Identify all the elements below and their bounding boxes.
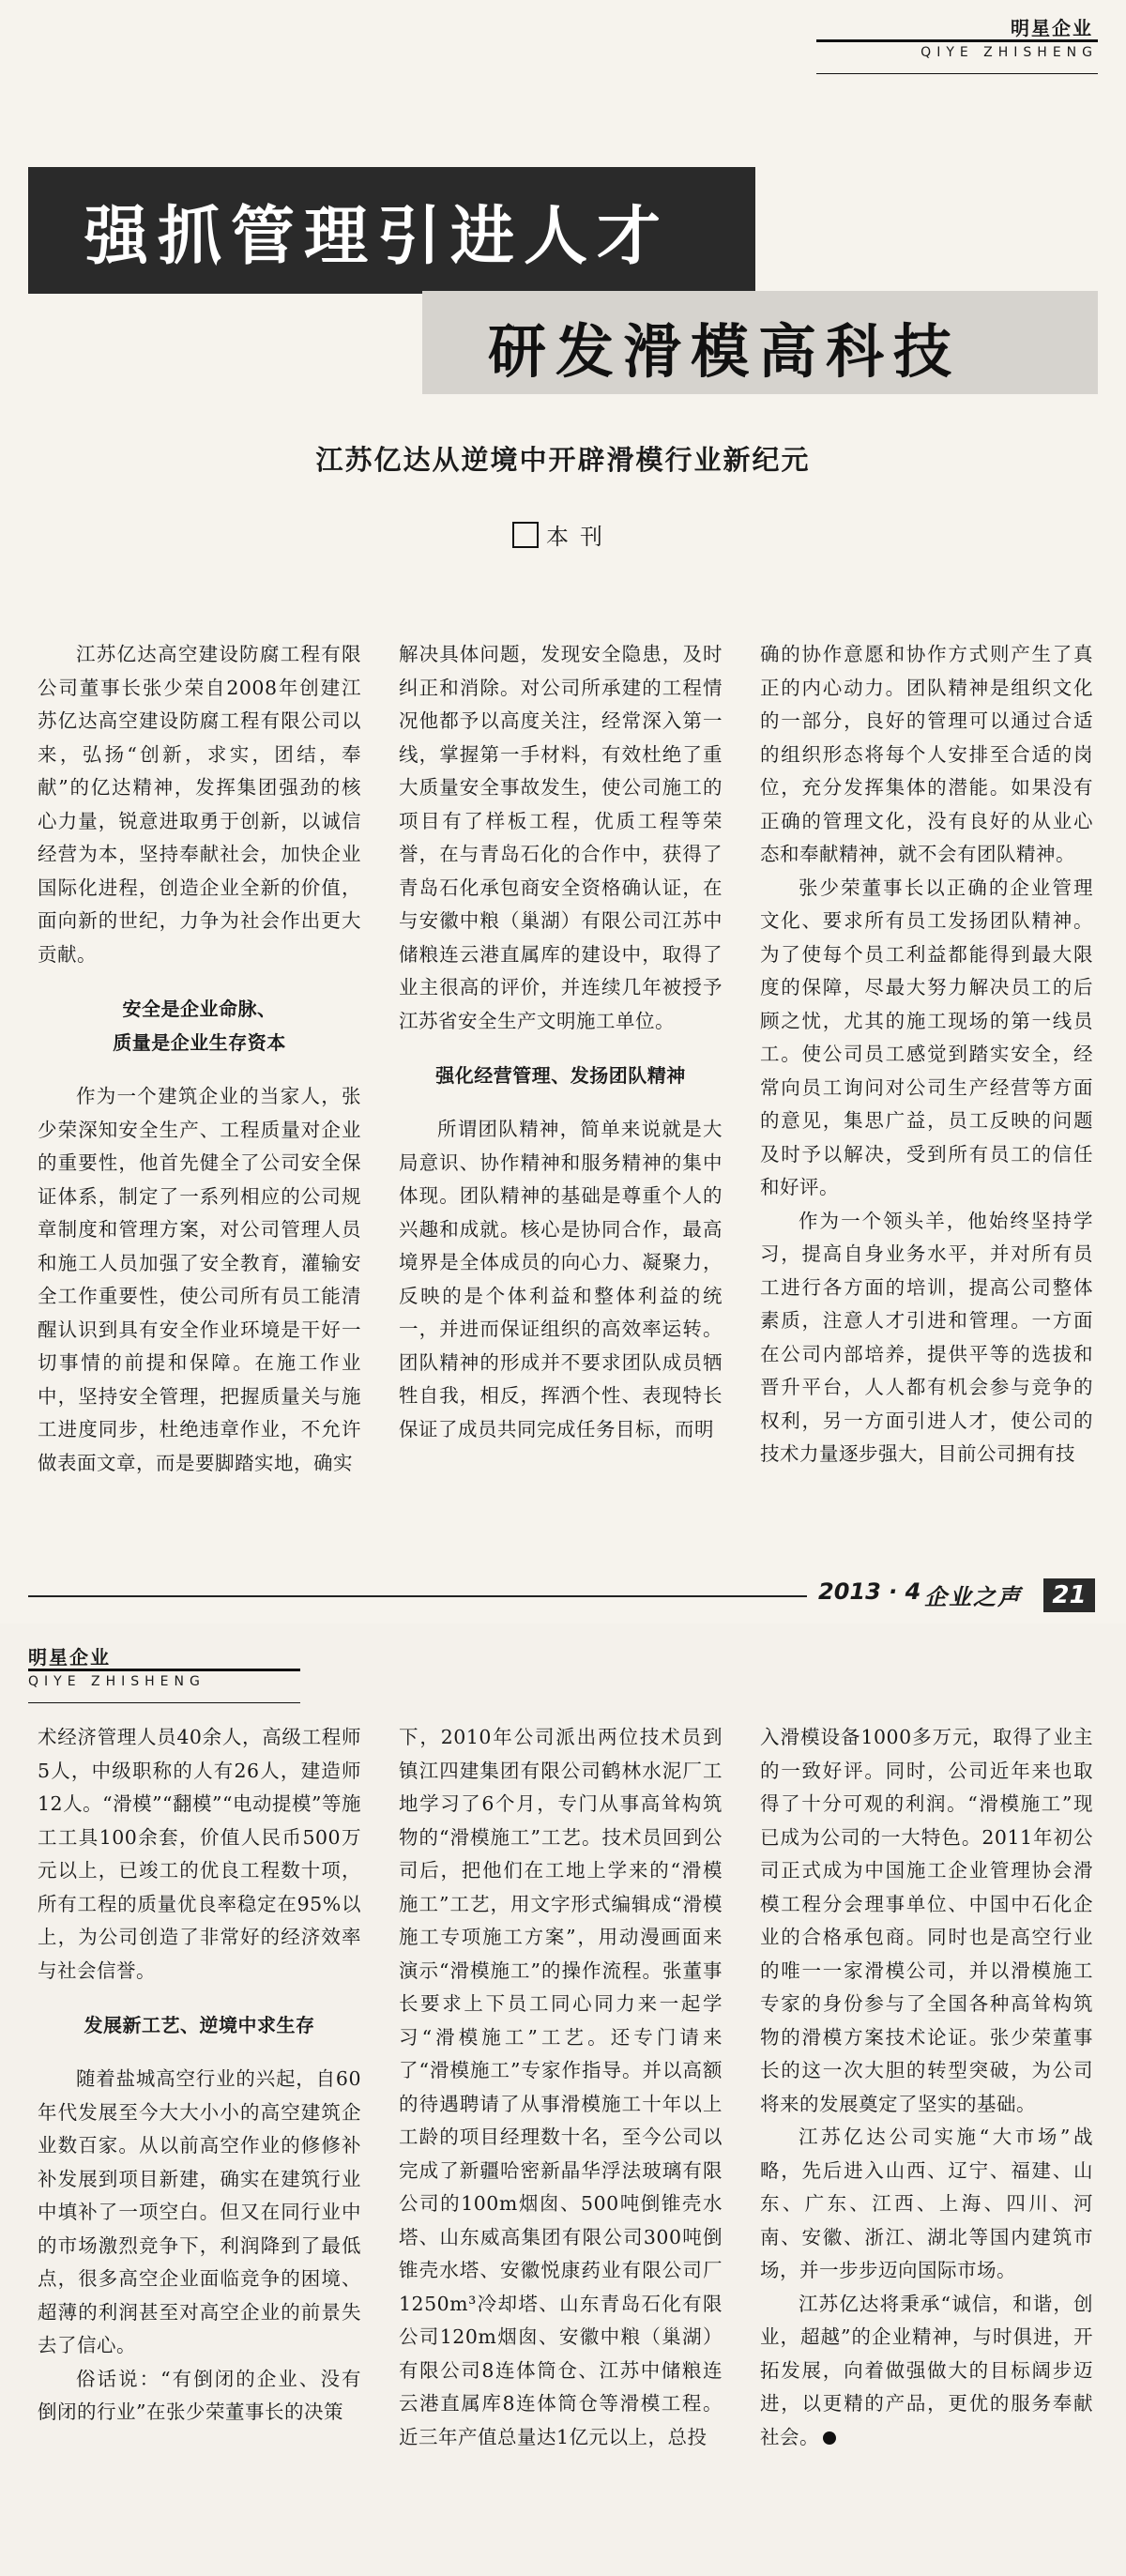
paragraph: 解决具体问题，发现安全隐患，及时纠正和消除。对公司所承建的工程情况他都予以高度关注，经常深入第一线，掌握第一手材料，有效杜绝了重大质量安全事故发生，使公司施工的项目有了样板工程，优质工程等荣誉，在与青岛石化的合作中，获得了青岛石化承包商安全资格确认证，在与安徽中粮（巢湖）有限公司江苏中储粮连云港直属库的建设中，取得了业主很高的评价，并连续几年被授予江苏省安全生产文明施工单位。 [399,643,723,1032]
header-pinyin: QIYE ZHISHENG [28,1674,205,1689]
magazine-page-22 [0,1623,1126,2576]
paragraph: 俗话说：“有倒闭的企业、没有倒闭的行业”在张少荣董事长的决策 [38,2367,361,2423]
section-heading: 强化经营管理、发扬团队精神 [435,1064,686,1087]
heading-line: 安全是企业命脉、 [122,998,277,1020]
byline-text: 本刊 [546,524,614,550]
headline-secondary: 研发滑模高科技 [488,317,962,386]
paragraph: 江苏亿达高空建设防腐工程有限公司董事长张少荣自2008年创建江苏亿达高空建设防腐工程有限公司以来，弘扬“创新，求实，团结，奉献”的亿达精神，发挥集团强劲的核心力量，锐意进取勇于创新，以诚信经营为本，坚持奉献社会，加快企业国际化进程，创造企业全新的价值，面向新的世纪，力争为社会作出更大贡献。 [38,643,361,966]
header-magazine-name: 明星企业 [1011,17,1093,39]
header-rule [28,1669,300,1671]
header-pinyin-wrap [826,45,1098,60]
article-end-icon [823,2431,836,2445]
header-pinyin-wrap [28,1674,310,1689]
paragraph: 所谓团队精神，简单来说就是大局意识、协作精神和服务精神的集中体现。团队精神的基础是尊重个人的兴趣和成就。核心是协同合作，最高境界是全体成员的向心力、凝聚力，反映的是个体利益和整体利益的统一，并进而保证组织的高效率运转。团队精神的形成并不要求团队成员牺牲自我，相反，挥洒个性、表现特长保证了成员共同完成任务目标，而明 [399,1118,723,1440]
header-rule-thin [28,1702,300,1703]
heading-line: 质量是企业生存资本 [113,1031,286,1054]
page-footer [28,1578,1103,1616]
headline-main: 强抓管理引进人才 [84,199,671,274]
paragraph: 作为一个领头羊，他始终坚持学习，提高自身业务水平，并对所有员工进行各方面的培训，提高公司整体素质，注意人才引进和管理。一方面在公司内部培养，提供平等的选拔和晋升平台，人人都有机会参与竞争的权利，另一方面引进人才，使公司的技术力量逐步强大，目前公司拥有技 [760,1209,1093,1465]
header-rule-thin [816,73,1098,74]
section-heading: 发展新工艺、逆境中求生存 [84,2014,315,2036]
article-column-6 [760,1721,1093,2454]
paragraph: 下，2010年公司派出两位技术员到镇江四建集团有限公司鹤林水泥厂工地学习了6个月，专门从事高耸构筑物的“滑模施工”工艺。技术员回到公司后，把他们在工地上学来的“滑模施工”工艺，用文字形式编辑成“滑模施工专项施工方案”，用动漫画面来演示“滑模施工”的操作流程。张董事长要求上下员工同心同力来一起学习“滑模施工”工艺。还专门请来了“滑模施工”专家作指导。并以高额的待遇聘请了从事滑模施工十年以上工龄的项目经理数十名，至今公司以完成了新疆哈密新晶华浮法玻璃有限公司的100m烟囱、500吨倒锥壳水塔、山东威高集团有限公司300吨倒锥壳水塔、安徽悦康药业有限公司厂1250m³冷却塔、山东青岛石化有限公司120m烟囱、安徽中粮（巢湖）有限公司8连体筒仓、江苏中储粮连云港直属库8连体筒仓等滑模工程。近三年产值总量达1亿元以上，总投 [399,1726,723,2448]
section-heading [38,992,361,1059]
header-magazine-name: 明星企业 [28,1646,111,1669]
paragraph [760,2288,1093,2455]
headline-secondary-banner [422,291,1098,394]
article-subheadline: 江苏亿达从逆境中开辟滑模行业新纪元 [315,444,811,476]
header-rule [816,39,1098,42]
footer-rule [28,1595,807,1597]
paragraph-text: 江苏亿达将秉承“诚信，和谐，创业，超越”的企业精神，与时俱进，开拓发展，向着做强做大的目标阔步迈进，以更精的产品，更优的服务奉献社会。 [760,2292,1093,2448]
byline-box-icon [512,522,539,548]
page-header [859,13,1103,40]
paragraph: 张少荣董事长以正确的企业管理文化、要求所有员工发扬团队精神。为了使每个员工利益都能得到最大限度的保障，尽最大努力解决员工的后顾之忧，尤其的施工现场的第一线员工。使公司员工感觉到踏实安全，经常向员工询问对公司生产经营等方面的意见，集思广益，员工反映的问题及时予以解决，受到所有员工的信任和好评。 [760,876,1093,1198]
article-column-4 [38,1721,361,2430]
article-column-3 [760,638,1093,1471]
headline-main-banner [28,167,755,294]
article-column-1 [38,638,361,1480]
footer-issue: 2013 · 4 [818,1578,921,1605]
footer-magazine-logo: 企业之声 [924,1583,1022,1610]
paragraph: 随着盐城高空行业的兴起，自60年代发展至今大大小小的高空建筑企业数百家。从以前高空作业的修修补补发展到项目新建，确实在建筑行业中填补了一项空白。但又在同行业中的市场激烈竞争下，利润降到了最低点，很多高空企业面临竞争的困境、超薄的利润甚至对高空企业的前景失去了信心。 [38,2067,361,2356]
paragraph: 确的协作意愿和协作方式则产生了真正的内心动力。团队精神是组织文化的一部分，良好的管理可以通过合适的组织形态将每个人安排至合适的岗位，充分发挥集体的潜能。如果没有正确的管理文化，没有良好的从业心态和奉献精神，就不会有团队精神。 [760,643,1093,865]
paragraph: 术经济管理人员40余人，高级工程师5人，中级职称的人有26人，建造师12人。“滑模”“翻模”“电动提模”等施工工具100余套，价值人民币500万元以上，已竣工的优良工程数十项，所有工程的质量优良率稳定在95%以上，为公司创造了非常好的经济效率与社会信誉。 [38,1726,361,1982]
header-pinyin: QIYE ZHISHENG [921,45,1098,60]
paragraph: 作为一个建筑企业的当家人，张少荣深知安全生产、工程质量对企业的重要性，他首先健全了公司安全保证体系，制定了一系列相应的公司规章制度和管理方案，对公司管理人员和施工人员加强了安全教育，灌输安全工作重要性，使公司所有员工能清醒认识到具有安全作业环境是干好一切事情的前提和保障。在施工作业中，坚持安全管理，把握质量关与施工进度同步，杜绝违章作业，不允许做表面文章，而是要脚踏实地，确实 [38,1085,361,1474]
paragraph: 江苏亿达公司实施“大市场”战略，先后进入山西、辽宁、福建、山东、广东、江西、上海、四川、河南、安徽、浙江、湖北等国内建筑市场，并一步步迈向国际市场。 [760,2126,1093,2281]
article-column-2 [399,638,723,1446]
article-byline [0,518,1126,551]
paragraph: 入滑模设备1000多万元，取得了业主的一致好评。同时，公司近年来也取得了十分可观的利润。“滑模施工”现已成为公司的一大特色。2011年初公司正式成为中国施工企业管理协会滑模工程分会理事单位、中国中石化企业的合格承包商。同时也是高空行业的唯一一家滑模公司，并以滑模施工专家的身份参与了全国各种高耸构筑物的滑模方案技术论证。张少荣董事长的这一次大胆的转型突破，为公司将来的发展奠定了坚实的基础。 [760,1726,1093,2115]
page-header [28,1642,310,1669]
article-column-5 [399,1721,723,2454]
footer-page-number: 21 [1043,1578,1095,1612]
